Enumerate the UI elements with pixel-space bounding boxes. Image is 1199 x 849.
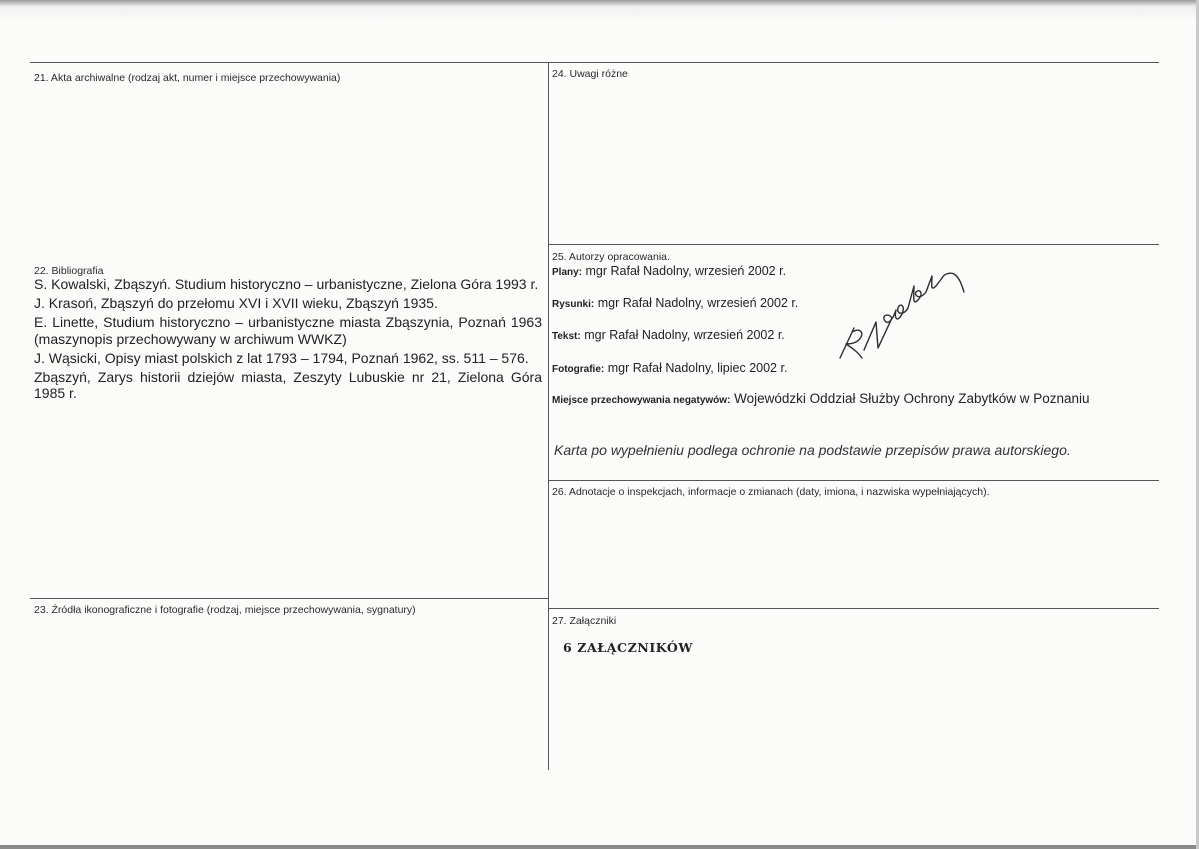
negatives-location-label: Miejsce przechowywania negatywów: — [552, 395, 731, 406]
field-24-label: 24. Uwagi różne — [552, 68, 628, 80]
credit-plany — [552, 264, 786, 278]
rule-23-top — [30, 598, 548, 599]
credit-tekst-value: mgr Rafał Nadolny, wrzesień 2002 r. — [584, 328, 785, 342]
bibliography-entry: J. Wąsicki, Opisy miast polskich z lat 1793 – 1794, Poznań 1962, ss. 511 – 576. — [34, 349, 529, 366]
signature-image — [828, 266, 968, 376]
rule-27-top — [548, 608, 1159, 609]
copyright-notice: Karta po wypełnieniu podlega ochronie na podstawie przepisów prawa autorskiego. — [554, 442, 1071, 458]
rule-25-top — [548, 244, 1159, 245]
bibliography-entry: J. Krasoń, Zbąszyń do przełomu XVI i XVII wieku, Zbąszyń 1935. — [34, 295, 438, 311]
credit-plany-label: Plany: — [552, 267, 583, 278]
bibliography-entry: E. Linette, Studium historyczno – urbanistyczne miasta Zbąszynia, Poznań 1963 (maszynopis przechowywany w archiwum WWKZ) — [34, 314, 542, 347]
credit-rysunki-value: mgr Rafał Nadolny, wrzesień 2002 r. — [597, 296, 799, 310]
credit-rysunki-label: Rysunki: — [552, 299, 595, 310]
form-top-rule — [30, 62, 1159, 63]
field-23-label: 23. Źródła ikonograficzne i fotografie (rodzaj, miejsce przechowywania, sygnatury) — [34, 604, 416, 616]
field-21-label: 21. Akta archiwalne (rodzaj akt, numer i miejsce przechowywania) — [34, 72, 341, 84]
credit-tekst — [552, 328, 785, 342]
negatives-location-value: Wojewódzki Oddział Służby Ochrony Zabytków w Poznaniu — [734, 391, 1090, 406]
negatives-location — [552, 391, 1090, 406]
credit-fotografie-value: mgr Rafał Nadolny, lipiec 2002 r. — [607, 361, 788, 375]
field-27-label: 27. Załączniki — [552, 615, 617, 627]
credit-plany-value: mgr Rafał Nadolny, wrzesień 2002 r. — [585, 264, 787, 278]
credit-fotografie-label: Fotografie: — [552, 364, 605, 375]
credit-rysunki — [552, 296, 798, 310]
scan-edge-bottom — [0, 845, 1199, 849]
field-26-label: 26. Adnotacje o inspekcjach, informacje o zmianach (daty, imiona, i nazwiska wypełniających). — [552, 486, 990, 498]
column-divider — [548, 62, 549, 770]
field-22-label: 22. Bibliografia — [34, 265, 104, 277]
field-25-label: 25. Autorzy opracowania. — [552, 251, 670, 263]
credit-tekst-label: Tekst: — [552, 331, 581, 342]
scan-shadow — [0, 6, 1199, 22]
credit-fotografie — [552, 361, 787, 375]
bibliography-entry: Zbąszyń, Zarys historii dziejów miasta, Zeszyty Lubuskie nr 21, Zielona Góra 1985 r. — [34, 368, 542, 401]
bibliography-list — [34, 276, 542, 404]
bibliography-entry: S. Kowalski, Zbąszyń. Studium historyczno – urbanistyczne, Zielona Góra 1993 r. — [34, 276, 539, 292]
attachments-value: 6 ZAŁĄCZNIKÓW — [563, 640, 694, 655]
rule-26-top — [548, 480, 1159, 481]
